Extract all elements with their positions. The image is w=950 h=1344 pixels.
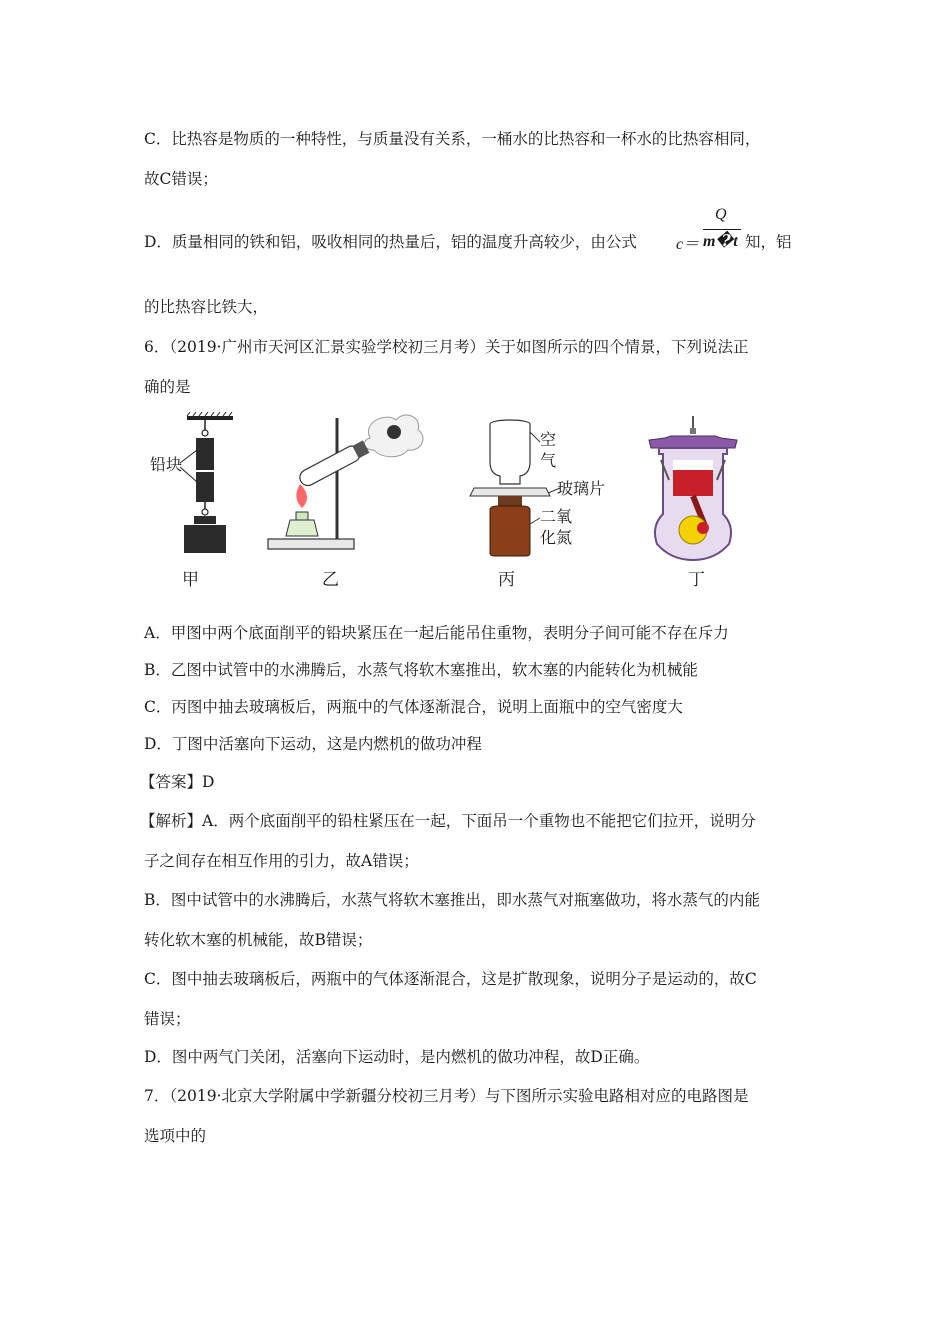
formula-denominator: m�t [703,233,738,250]
label-air-2: 气 [540,451,557,470]
q6-option-a: A．甲图中两个底面削平的铅块紧压在一起后能吊住重物，表明分子间可能不存在斥力 [144,624,729,642]
engine-drawing [645,414,745,562]
q5-option-d-line1: D．质量相同的铁和铝，吸收相同的热量后，铝的温度升高较少，由公式 [144,233,637,251]
caption-bing: 丙 [498,570,515,590]
q5-option-c-line1: C．比热容是物质的一种特性，与质量没有关系，一桶水的比热容和一杯水的比热容相同， [144,130,761,148]
q5-option-d-line2: 的比热容比铁大， [144,298,269,316]
q6-analysis-line7: D．图中两气门关闭，活塞向下运动时，是内燃机的做功冲程，故D正确。 [144,1048,650,1066]
caption-ding: 丁 [688,570,705,590]
q6-option-d: D．丁图中活塞向下运动，这是内燃机的做功冲程 [144,735,482,753]
q6-analysis-line3: B．图中试管中的水沸腾后，水蒸气将软木塞推出，即水蒸气对瓶塞做功，将水蒸气的内能 [144,891,760,909]
q7-stem-line1: 7．（2019·北京大学附属中学新疆分校初三月考）与下图所示实验电路相对应的电路图是 [144,1087,749,1105]
q6-stem-line2: 确的是 [144,378,191,396]
label-no2-2: 化氮 [540,528,573,547]
figure-jia-lead-blocks [150,412,260,562]
formula-lhs: c＝ [676,236,700,253]
q6-analysis-line1: 【解析】A．两个底面削平的铅柱紧压在一起，下面吊一个重物也不能把它们拉开，说明分 [140,812,756,830]
q6-answer: 【答案】D [140,773,215,791]
label-glass-plate: 玻璃片 [557,479,606,498]
test-tube-drawing [262,408,437,558]
figure-ding-engine [645,414,745,562]
label-lead-block: 铅块 [150,455,183,474]
q7-stem-line2: 选项中的 [144,1127,207,1145]
q6-stem-line1: 6．（2019·广州市天河区汇景实验学校初三月考）关于如图所示的四个情景，下列说法正 [144,338,749,356]
caption-yi: 乙 [322,570,339,590]
q6-analysis-line4: 转化软木塞的机械能，故B错误； [144,931,373,949]
q6-analysis-line5: C．图中抽去玻璃板后，两瓶中的气体逐渐混合，这是扩散现象，说明分子是运动的，故C [144,970,757,988]
q6-analysis-line2: 子之间存在相互作用的引力，故A错误； [144,852,419,870]
fraction-bar [703,229,741,230]
label-air-1: 空 [540,430,557,449]
formula-numerator: Q [715,206,727,223]
q6-analysis-line6: 错误； [144,1010,191,1028]
q5-option-c-line2: 故C错误； [144,170,218,188]
q6-option-c: C．丙图中抽去玻璃板后，两瓶中的气体逐渐混合，说明上面瓶中的空气密度大 [144,698,683,716]
figure-yi-test-tube [262,408,437,558]
lead-blocks-drawing [150,412,260,562]
label-no2-1: 二氧 [540,507,573,526]
caption-jia: 甲 [182,570,199,590]
q6-option-b: B．乙图中试管中的水沸腾后，水蒸气将软木塞推出，软木塞的内能转化为机械能 [144,661,698,679]
formula-tail: 知，铝 [745,233,792,251]
